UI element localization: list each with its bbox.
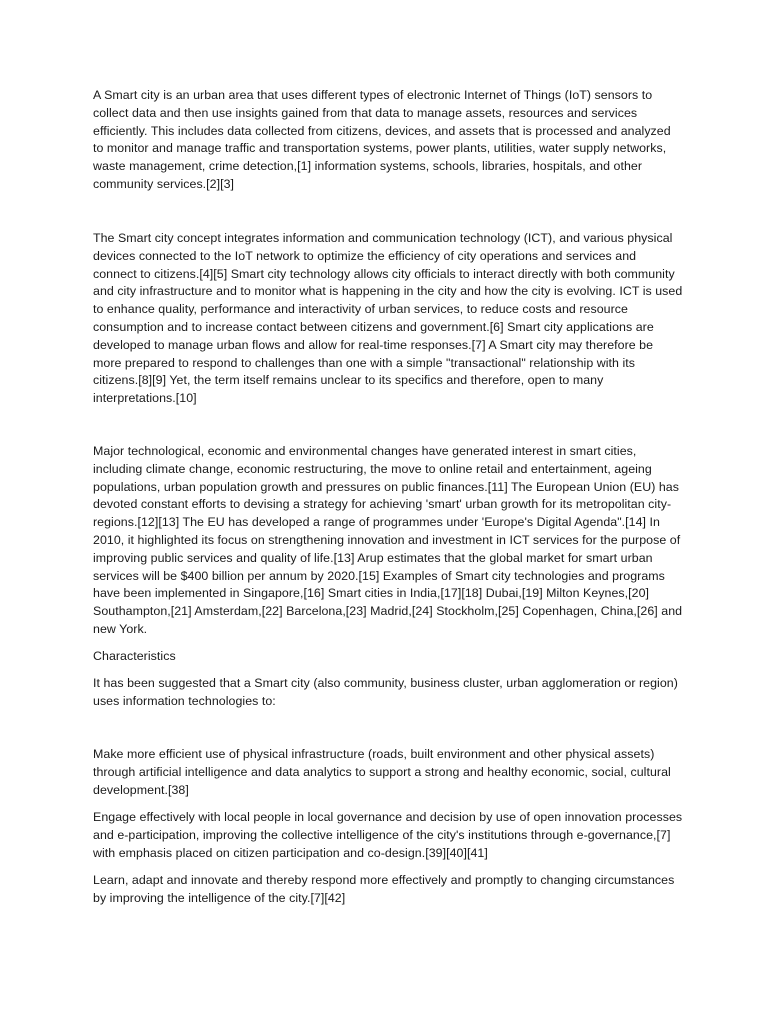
paragraph-characteristics-intro: It has been suggested that a Smart city (also community, business cluster, urban agglomeration or region) uses information technologies to: [93, 676, 678, 708]
paragraph-learn: Learn, adapt and innovate and thereby respond more effectively and promptly to changing circumstances by improving the intelligence of the city.[7][42] [93, 873, 675, 905]
paragraph-engage: Engage effectively with local people in local governance and decision by use of open innovation processes and e-participation, improving the collective intelligence of the city's institutions through e-governance,[7] with emphasis placed on citizen participation and co-design.[39][40][41] [93, 810, 683, 860]
paragraph-concept: The Smart city concept integrates information and communication technology (ICT), and various physical devices connected to the IoT network to optimize the efficiency of city operations and services and connect to citizens.[4][5] Smart city technology allows city officials to interact directly with both community and city infrastructure and to monitor what is happening in the city and how the city is evolving. ICT is used to enhance quality, performance and interactivity of urban services, to reduce costs and resource consumption and to increase contact between citizens and government.[6] Smart city applications are developed to manage urban flows and allow for real-time responses.[7] A Smart city may therefore be more prepared to respond to challenges than one with a simple "transactional" relationship with its citizens.[8][9] Yet, the term itself remains unclear to its specifics and therefore, open to many interpretations.[10] [93, 231, 683, 406]
paragraph-infrastructure: Make more efficient use of physical infrastructure (roads, built environment and other physical assets) through artificial intelligence and data analytics to support a strong and healthy economic, social, cultural development.[38] [93, 747, 671, 797]
section-heading-characteristics: Characteristics [93, 649, 176, 663]
paragraph-intro: A Smart city is an urban area that uses different types of electronic Internet of Things (IoT) sensors to collect data and then use insights gained from that data to manage assets, resources and services efficiently. This includes data collected from citizens, devices, and assets that is processed and analyzed to monitor and manage traffic and transportation systems, power plants, utilities, water supply networks, waste management, crime detection,[1] information systems, schools, libraries, hospitals, and other community services.[2][3] [93, 88, 671, 191]
paragraph-changes: Major technological, economic and environmental changes have generated interest in smart cities, including climate change, economic restructuring, the move to online retail and entertainment, ageing populations, urban population growth and pressures on public finances.[11] The European Union (EU) has devoted constant efforts to devising a strategy for achieving 'smart' urban growth for its metropolitan city-regions.[12][13] The EU has developed a range of programmes under 'Europe's Digital Agenda".[14] In 2010, it highlighted its focus on strengthening innovation and investment in ICT services for the purpose of improving public services and quality of life.[13] Arup estimates that the global market for smart urban services will be $400 billion per annum by 2020.[15] Examples of Smart city technologies and programs have been implemented in Singapore,[16] Smart cities in India,[17][18] Dubai,[19] Milton Keynes,[20] Southampton,[21] Amsterdam,[22] Barcelona,[23] Madrid,[24] Stockholm,[25] Copenhagen, China,[26] and new York. [93, 444, 683, 636]
